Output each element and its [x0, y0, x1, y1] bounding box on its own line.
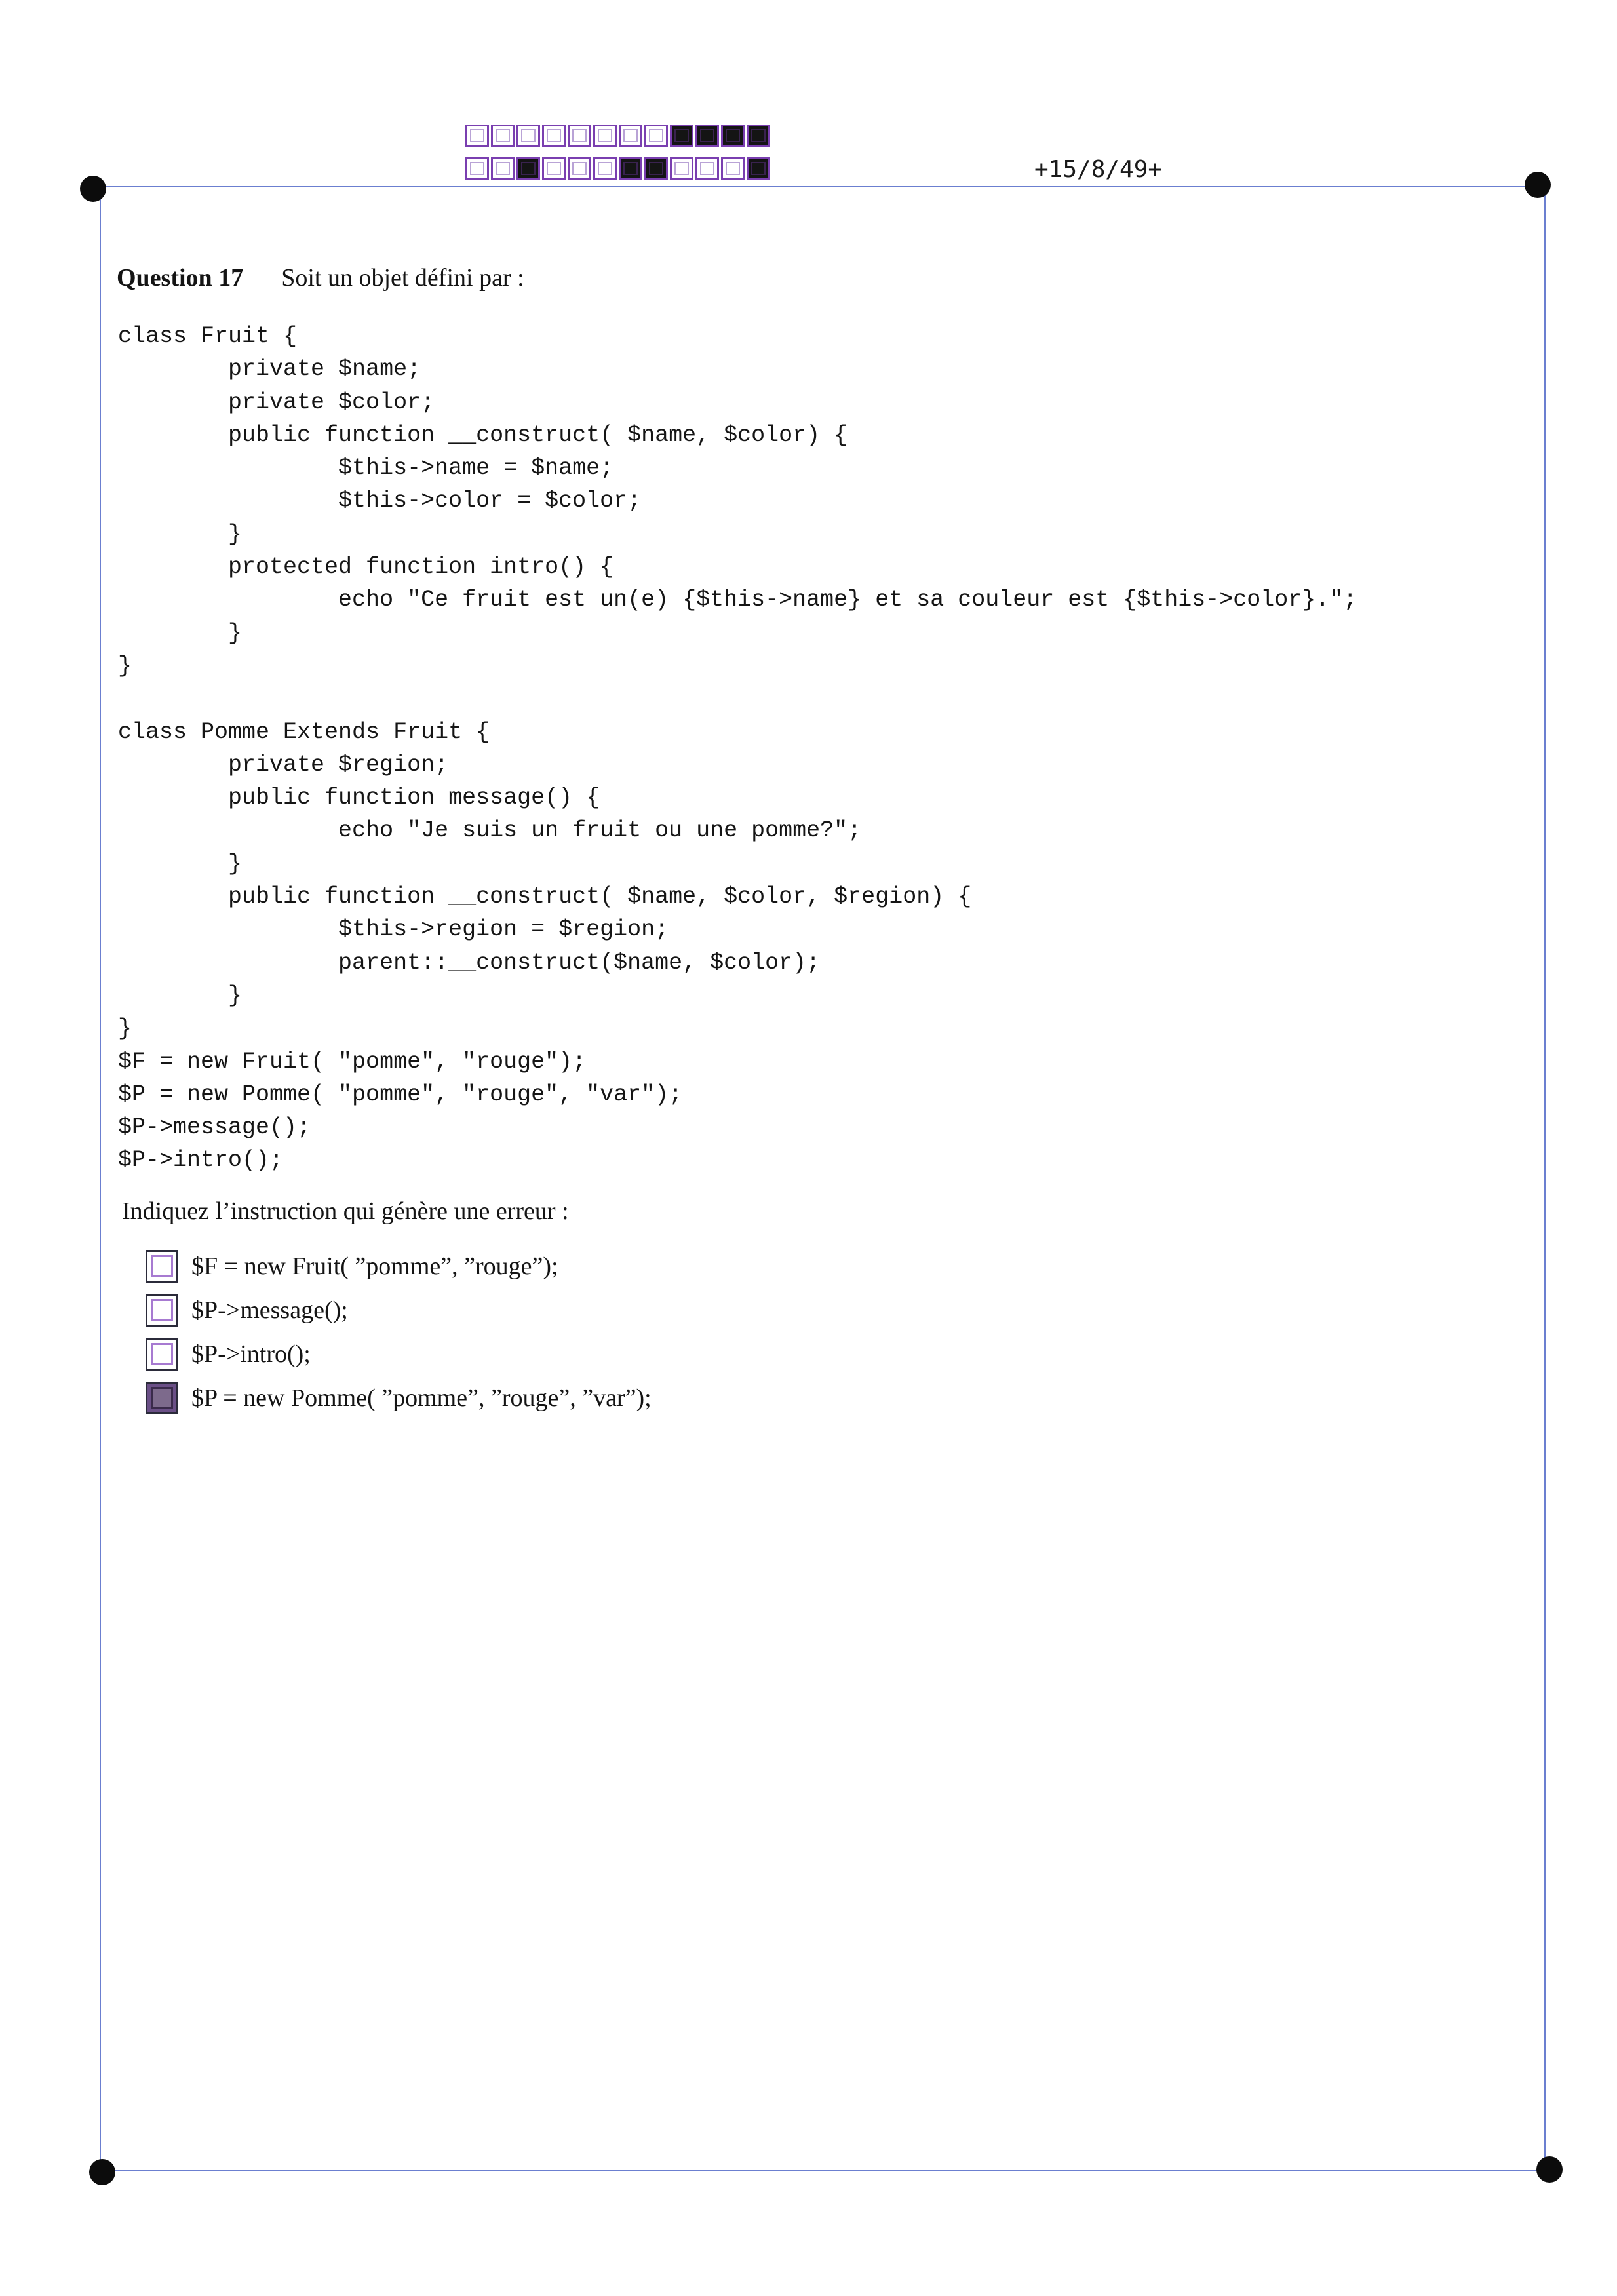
code-cell-empty: [695, 157, 719, 180]
code-cell-empty: [491, 125, 515, 147]
frame-bottom-line: [100, 2170, 1548, 2171]
code-cell-empty: [568, 125, 591, 147]
code-cell-empty: [542, 157, 566, 180]
choice-2[interactable]: [146, 1288, 652, 1332]
choice-text: $F = new Fruit( ”pomme”, ”rouge”);: [191, 1252, 558, 1280]
code-cell-filled: [644, 157, 668, 180]
code-cell-empty: [593, 125, 617, 147]
frame-left-line: [100, 186, 101, 2172]
page-code-row-2: [465, 157, 780, 184]
code-cell-empty: [670, 157, 693, 180]
choice-4[interactable]: [146, 1376, 652, 1420]
corner-marker-top-left: [80, 176, 106, 202]
code-cell-empty: [644, 125, 668, 147]
question-label: Question 17: [117, 264, 244, 292]
code-cell-filled: [747, 157, 770, 180]
choice-text: $P->message();: [191, 1296, 348, 1324]
corner-marker-bottom-right: [1536, 2156, 1563, 2183]
checkbox-icon[interactable]: [146, 1338, 178, 1371]
code-cell-filled: [619, 157, 642, 180]
php-code-block: class Fruit { private $name; private $color; public function __construct( $name, $color) { $this->name = $name; $this->color = $color; } protected function intro() { echo "Ce fruit est un(e) {$this->name} et sa couleur est {$this->color}."; } } class Pomme Extends Fruit { private $region; public function message() { echo "Je suis un fruit ou une pomme?"; } public function __construct( $name, $color, $region) { $this->region = $region; parent::__construct($name, $color); } } $F = new Fruit( "pomme", "rouge"); $P = new Pomme( "pomme", "rouge", "var"); $P->message(); $P->intro();: [118, 323, 1357, 1174]
code-cell-empty: [619, 125, 642, 147]
choice-1[interactable]: [146, 1244, 652, 1288]
code-cell-filled: [721, 125, 745, 147]
frame-top-line: [92, 186, 1538, 187]
code-cell-empty: [593, 157, 617, 180]
corner-marker-bottom-left: [89, 2159, 115, 2185]
code-cell-empty: [465, 125, 489, 147]
checked-checkbox-icon[interactable]: [146, 1382, 178, 1414]
code-cell-empty: [542, 125, 566, 147]
code-cell-filled: [670, 125, 693, 147]
question-prompt: Indiquez l’instruction qui génère une erreur :: [122, 1197, 569, 1225]
page-identifier: +15/8/49+: [1034, 156, 1163, 183]
checkbox-icon[interactable]: [146, 1250, 178, 1283]
checkbox-icon[interactable]: [146, 1294, 178, 1327]
corner-marker-top-right: [1525, 172, 1551, 198]
choice-text: $P->intro();: [191, 1340, 311, 1368]
code-cell-filled: [695, 125, 719, 147]
code-cell-empty: [465, 157, 489, 180]
question-header: [117, 263, 524, 292]
code-cell-empty: [491, 157, 515, 180]
answer-choices: [146, 1244, 652, 1420]
choice-text: $P = new Pomme( ”pomme”, ”rouge”, ”var”);: [191, 1384, 652, 1412]
code-cell-empty: [516, 125, 540, 147]
question-intro: Soit un objet défini par :: [281, 264, 524, 292]
frame-right-line: [1544, 186, 1546, 2172]
code-cell-filled: [516, 157, 540, 180]
page-code-row-1: [465, 125, 780, 151]
code-cell-empty: [721, 157, 745, 180]
choice-3[interactable]: [146, 1332, 652, 1376]
code-cell-empty: [568, 157, 591, 180]
code-cell-filled: [747, 125, 770, 147]
